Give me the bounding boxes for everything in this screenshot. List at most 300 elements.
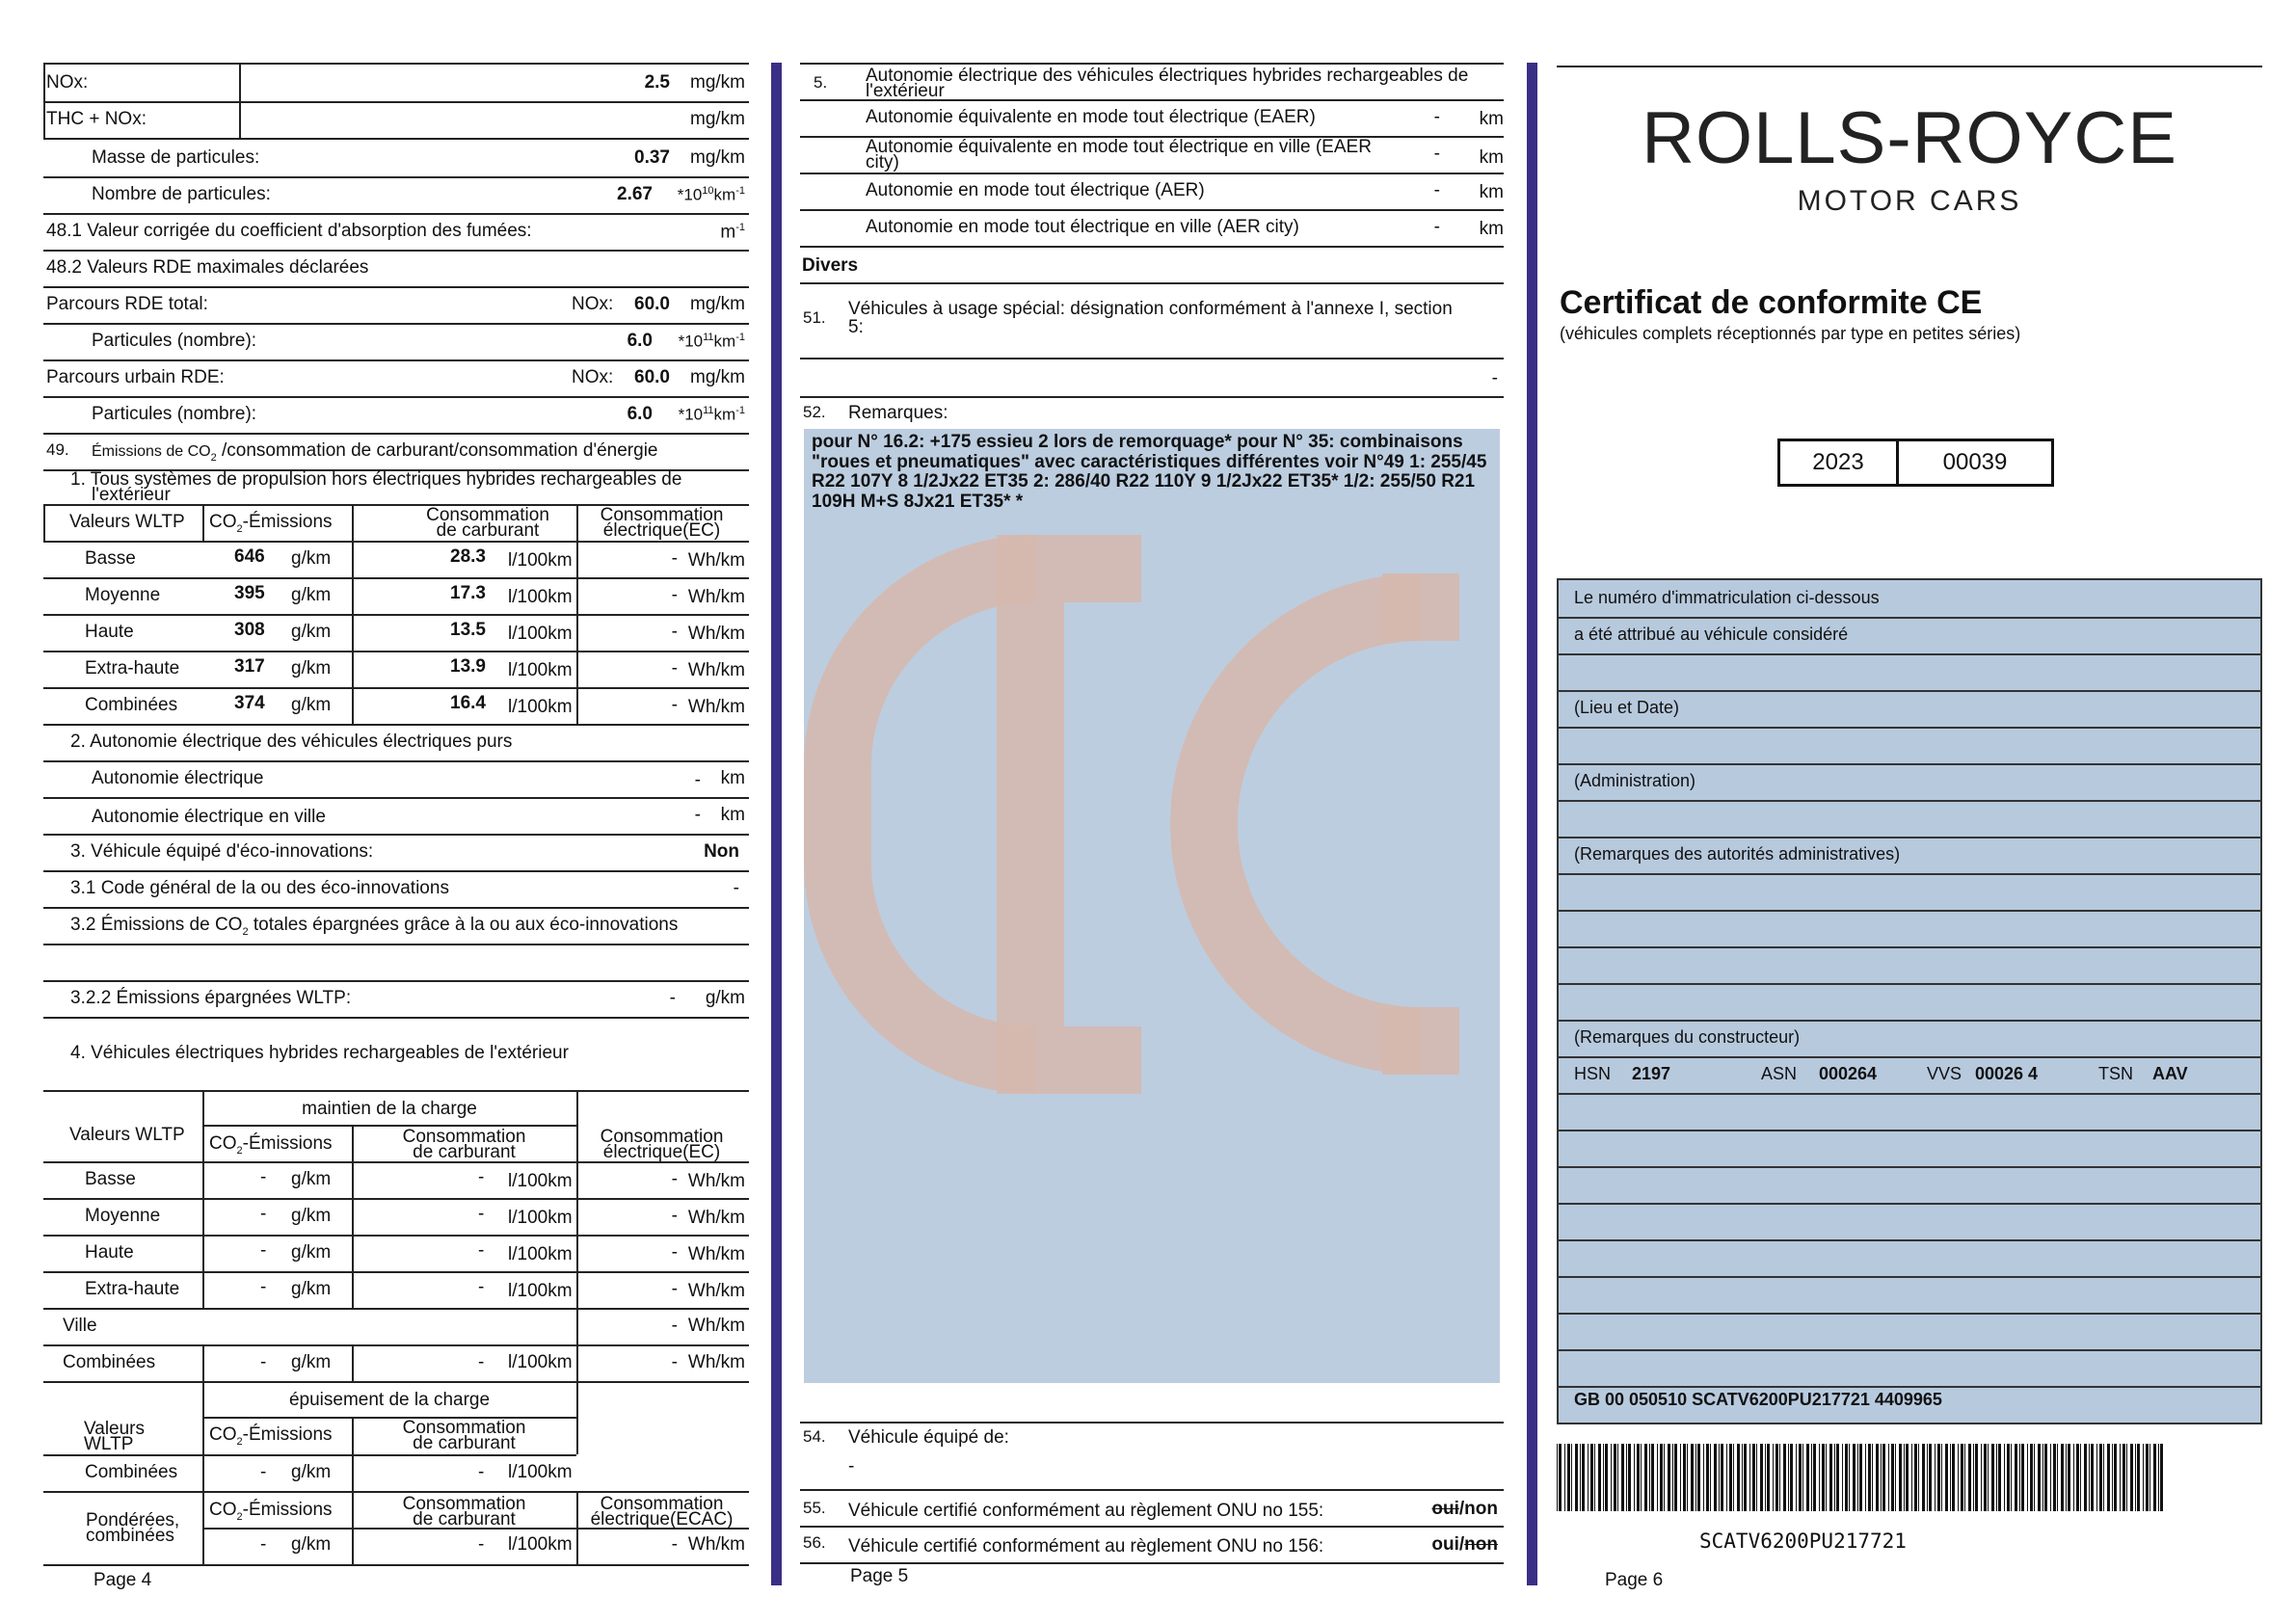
- row-co2-unit: g/km: [291, 1242, 332, 1263]
- nox-label: NOx:: [46, 72, 89, 93]
- barcode-bar: [1729, 1444, 1732, 1511]
- barcode-bar: [1859, 1444, 1862, 1511]
- wltp2-h-label: Valeurs WLTP: [69, 1125, 185, 1145]
- barcode-bar: [1952, 1444, 1955, 1511]
- motor-cars-logo: MOTOR CARS: [1797, 185, 2022, 217]
- barcode-bar: [1695, 1444, 1696, 1511]
- barcode-bar: [2015, 1444, 2017, 1511]
- row-co2: -: [260, 1167, 267, 1187]
- row-ec: -: [671, 1242, 678, 1263]
- divers-heading: Divers: [802, 255, 859, 276]
- s2b-label: Autonomie électrique en ville: [92, 807, 326, 827]
- row-co2-unit: g/km: [291, 622, 332, 642]
- wltp2-group: maintien de la charge: [302, 1099, 477, 1119]
- admin-l1: Le numéro d'immatriculation ci-dessous: [1574, 588, 1880, 607]
- s5-row: [800, 63, 1504, 101]
- admin-vvs-label: VVS: [1927, 1064, 1962, 1083]
- admin-line: [1559, 1130, 2260, 1131]
- barcode-bar: [1813, 1444, 1816, 1511]
- s3-2-label: 3.2 Émissions de $CO_2$ totales épargnées grâce à la ou aux éco-innovations: [70, 915, 679, 938]
- s55-label: Véhicule certifié conformément au règlement ONU no 155:: [848, 1501, 1324, 1521]
- barcode-bar: [1911, 1444, 1912, 1511]
- remarks-box: [804, 429, 1500, 1383]
- admin-box: [1557, 578, 2262, 1424]
- barcode-bar: [1984, 1444, 1987, 1511]
- cert-number-box: [1777, 439, 2054, 487]
- s3-2-2-unit: g/km: [705, 988, 745, 1008]
- s3-2-row: [43, 907, 749, 945]
- row-co2-unit: g/km: [291, 658, 332, 678]
- barcode-bar: [1796, 1444, 1797, 1511]
- barcode-bar: [1765, 1444, 1766, 1511]
- s3-2-2-row: [43, 980, 749, 1019]
- thc-nox-unit: mg/km: [690, 109, 745, 129]
- table-row: [43, 1161, 749, 1200]
- rde-total-nox-value: 60.0: [634, 294, 670, 314]
- s2a-label: Autonomie électrique: [92, 768, 264, 788]
- admin-gb: GB 00 050510 SCATV6200PU217721 4409965: [1574, 1390, 1942, 1409]
- nombre-value: 2.67: [617, 184, 653, 204]
- barcode-bar: [2061, 1444, 2064, 1511]
- row-label: Moyenne: [85, 1206, 161, 1226]
- row-ec-unit: Wh/km: [687, 697, 745, 717]
- admin-line: [1559, 1349, 2260, 1351]
- s3-1-row: [43, 870, 749, 909]
- barcode-bar: [1968, 1444, 1971, 1511]
- comb2-fuel: -: [478, 1352, 485, 1372]
- table-row: [43, 1235, 749, 1273]
- row-label: Basse: [85, 1169, 136, 1189]
- barcode-bar: [2066, 1444, 2067, 1511]
- s48-1-label: 48.1 Valeur corrigée du coefficient d'absorption des fumées:: [46, 221, 532, 241]
- rde-total-label: Parcours RDE total:: [46, 294, 208, 314]
- barcode-bar: [1664, 1444, 1665, 1511]
- rde-urban-part-unit: $*10^{11}km^{-1}$: [678, 405, 745, 424]
- epuis-h-label: Valeurs WLTP: [84, 1419, 146, 1455]
- s2a-row: [43, 760, 749, 799]
- page-6: [1557, 0, 2262, 1623]
- pond-label: Pondérées, combinées: [86, 1510, 180, 1547]
- page-4-footer: Page 4: [93, 1570, 152, 1590]
- comb2-co2: -: [260, 1352, 267, 1372]
- table-row: [43, 614, 749, 652]
- rde-urban-part-label: Particules (nombre):: [92, 404, 257, 424]
- rde-urban-unit: mg/km: [690, 367, 745, 387]
- s5-num: 5.: [814, 73, 828, 92]
- table-row: [43, 687, 749, 726]
- admin-line: [1559, 837, 2260, 838]
- s49-num: 49.: [46, 440, 69, 459]
- s52-num: 52.: [803, 403, 826, 421]
- row-co2: -: [260, 1204, 267, 1224]
- row-ec: -: [671, 695, 678, 715]
- table-divider: [43, 1090, 749, 1092]
- barcode-bar: [2044, 1444, 2047, 1511]
- row-fuel: 13.5: [450, 620, 486, 640]
- s2a-unit: km: [720, 768, 745, 788]
- s54-value: -: [848, 1456, 855, 1477]
- barcode-bar: [1605, 1444, 1608, 1511]
- aer-value: -: [1433, 180, 1440, 200]
- row-fuel: 16.4: [450, 693, 486, 713]
- table-divider: [202, 1491, 749, 1493]
- row-fuel: 17.3: [450, 583, 486, 603]
- row-ec: -: [671, 658, 678, 678]
- s51-label: Véhicules à usage spécial: désignation conformément à l'annexe I, section 5:: [848, 299, 1453, 337]
- row-fuel-unit: l/100km: [508, 697, 573, 717]
- eaer-city-value: -: [1433, 144, 1440, 164]
- row-fuel-unit: l/100km: [508, 550, 573, 571]
- comb2-row: [43, 1344, 749, 1383]
- barcode-bar: [1680, 1444, 1681, 1511]
- barcode-bar: [1790, 1444, 1793, 1511]
- barcode-bar: [1614, 1444, 1616, 1511]
- barcode-bar: [1922, 1444, 1925, 1511]
- comb2-ec-unit: Wh/km: [687, 1352, 745, 1372]
- s56-label: Véhicule certifié conformément au règlement ONU no 156:: [848, 1536, 1324, 1556]
- barcode-bar: [1872, 1444, 1873, 1511]
- barcode-bar: [1668, 1444, 1670, 1511]
- row-ec-unit: Wh/km: [687, 1208, 745, 1228]
- barcode-bar: [1660, 1444, 1663, 1511]
- barcode-bar: [1876, 1444, 1879, 1511]
- barcode-bar: [1961, 1444, 1963, 1511]
- masse-label: Masse de particules:: [92, 147, 260, 168]
- barcode-bar: [1603, 1444, 1604, 1511]
- nombre-label: Nombre de particules:: [92, 184, 271, 204]
- admin-tsn: AAV: [2152, 1064, 2188, 1083]
- pond-fuel-unit: l/100km: [508, 1534, 573, 1555]
- barcode-bar: [1617, 1444, 1618, 1511]
- barcode-bar: [1819, 1444, 1820, 1511]
- barcode-bar: [1571, 1444, 1572, 1511]
- barcode-bar: [2021, 1444, 2024, 1511]
- admin-tsn-label: TSN: [2098, 1064, 2133, 1083]
- barcode-bar: [2019, 1444, 2020, 1511]
- barcode-bar: [1891, 1444, 1894, 1511]
- barcode-bar: [2160, 1444, 2163, 1511]
- barcode-bar: [1598, 1444, 1601, 1511]
- barcode-bar: [2050, 1444, 2051, 1511]
- row-ec: -: [671, 548, 678, 569]
- row-label: Moyenne: [85, 585, 161, 605]
- row-fuel-unit: l/100km: [508, 660, 573, 680]
- rde-urban-nox-label: NOx:: [572, 367, 614, 387]
- admin-line: [1559, 873, 2260, 875]
- admin-l2: a été attribué au véhicule considéré: [1574, 625, 1849, 644]
- nox-unit: mg/km: [690, 72, 745, 93]
- barcode-bar: [2027, 1444, 2028, 1511]
- barcode-text: SCATV6200PU217721: [1699, 1530, 1907, 1553]
- barcode-bar: [1559, 1444, 1562, 1511]
- admin-line: [1559, 946, 2260, 948]
- barcode-bar: [1826, 1444, 1827, 1511]
- row-ec-unit: Wh/km: [687, 1281, 745, 1301]
- rde-urban-part-value: 6.0: [627, 404, 653, 424]
- barcode-bar: [1683, 1444, 1686, 1511]
- rde-total-part-label: Particules (nombre):: [92, 331, 257, 351]
- barcode-bar: [1799, 1444, 1802, 1511]
- pond-ec: -: [671, 1534, 678, 1555]
- row-ec: -: [671, 622, 678, 642]
- ec-watermark-e: [997, 535, 1141, 1094]
- s48-2-row: [43, 250, 749, 288]
- wltp1-h-fuel: Consommation de carburant: [426, 505, 549, 542]
- barcode-bar: [1779, 1444, 1780, 1511]
- page-divider: [1527, 63, 1537, 1585]
- cert-subtitle: (véhicules complets réceptionnés par type en petites séries): [1560, 324, 2021, 343]
- admin-vvs: 00026 4: [1975, 1064, 2039, 1083]
- row-label: Combinées: [85, 695, 178, 715]
- rde-total-nox-label: NOx:: [572, 294, 614, 314]
- barcode-bar: [1756, 1444, 1757, 1511]
- epuis-h-co2: $CO_2$-Émissions: [209, 1424, 333, 1448]
- s56-value: oui/non: [1431, 1534, 1498, 1555]
- row-label: Haute: [85, 1242, 134, 1263]
- wltp1-h-label: Valeurs WLTP: [69, 512, 185, 532]
- admin-lieu: (Lieu et Date): [1574, 698, 1680, 717]
- s3-label: 3. Véhicule équipé d'éco-innovations:: [70, 841, 374, 862]
- row-fuel: 28.3: [450, 546, 486, 567]
- barcode-bar: [2130, 1444, 2133, 1511]
- wltp2-h-fuel: Consommation de carburant: [402, 1127, 526, 1163]
- barcode-bar: [1802, 1444, 1803, 1511]
- barcode-bar: [2068, 1444, 2070, 1511]
- barcode-bar: [1958, 1444, 1959, 1511]
- barcode-bar: [2080, 1444, 2081, 1511]
- barcode-bar: [1991, 1444, 1994, 1511]
- s48-1-row: [43, 213, 749, 252]
- barcode-bar: [1845, 1444, 1848, 1511]
- remarks-text: pour N° 16.2: +175 essieu 2 lors de remorquage* pour N° 35: combinaisons "roues et pneumatiques" avec caractéristiques différentes voir N°49 1: 255/45 R22 107Y 8 1/2Jx22 ET35 2: 286/40 R22 110Y 9 1/2Jx22 ET35* 1/2: 255/50 R21 109H M+S 8Jx21 ET35* *: [812, 432, 1487, 512]
- rde-urban-row: [43, 359, 749, 398]
- table-divider: [202, 1454, 204, 1491]
- table-divider: [352, 504, 354, 724]
- barcode-bar: [1674, 1444, 1677, 1511]
- barcode-bar: [1811, 1444, 1812, 1511]
- barcode-bar: [1998, 1444, 2001, 1511]
- barcode-bar: [1981, 1444, 1982, 1511]
- rde-total-part-value: 6.0: [627, 331, 653, 351]
- table-divider: [43, 504, 45, 541]
- row-fuel-unit: l/100km: [508, 1281, 573, 1301]
- comb3-label: Combinées: [85, 1462, 178, 1482]
- eaer-label: Autonomie équivalente en mode tout électrique (EAER): [866, 107, 1316, 127]
- barcode-bar: [2103, 1444, 2104, 1511]
- table-row: [43, 541, 749, 579]
- table-divider: [800, 1562, 1504, 1564]
- barcode-bar: [1634, 1444, 1635, 1511]
- barcode-bar: [1737, 1444, 1740, 1511]
- barcode-bar: [1760, 1444, 1763, 1511]
- barcode-bar: [1783, 1444, 1786, 1511]
- barcode-bar: [2135, 1444, 2136, 1511]
- row-label: Extra-haute: [85, 658, 180, 678]
- s5-label: Autonomie électrique des véhicules électriques hybrides rechargeables de l'extérieur: [866, 66, 1469, 102]
- s49-1-label: 1. Tous systèmes de propulsion hors électriques hybrides rechargeables de l'extérieur: [70, 469, 682, 506]
- barcode-bar: [2042, 1444, 2043, 1511]
- s55-num: 55.: [803, 1499, 826, 1517]
- barcode-bar: [1628, 1444, 1631, 1511]
- barcode-bar: [1697, 1444, 1700, 1511]
- page-4: [43, 0, 749, 1623]
- table-divider: [352, 1454, 354, 1491]
- table-divider: [202, 1381, 204, 1454]
- row-ec-unit: Wh/km: [687, 624, 745, 644]
- barcode-bar: [1687, 1444, 1688, 1511]
- barcode-bar: [2153, 1444, 2156, 1511]
- barcode-bar: [1865, 1444, 1866, 1511]
- row-fuel: -: [478, 1240, 485, 1261]
- barcode-bar: [1703, 1444, 1704, 1511]
- barcode-bar: [1582, 1444, 1585, 1511]
- masse-row: [43, 140, 749, 178]
- barcode-bar: [1657, 1444, 1658, 1511]
- nombre-unit: $*10^{10}km^{-1}$: [677, 185, 745, 204]
- barcode-bar: [1881, 1444, 1882, 1511]
- table-divider: [202, 1344, 204, 1381]
- barcode-bar: [1882, 1444, 1885, 1511]
- row-co2: 308: [234, 620, 265, 640]
- barcode-bar: [1918, 1444, 1919, 1511]
- nombre-row: [43, 176, 749, 215]
- barcode-bar: [1914, 1444, 1917, 1511]
- rde-total-unit: mg/km: [690, 294, 745, 314]
- row-label: Extra-haute: [85, 1279, 180, 1299]
- admin-line: [1559, 617, 2260, 619]
- aer-city-unit: km: [1479, 219, 1504, 239]
- row-co2-unit: g/km: [291, 1169, 332, 1189]
- barcode-bar: [2084, 1444, 2087, 1511]
- table-divider: [43, 63, 45, 140]
- s2b-value: -: [694, 805, 701, 825]
- comb2-ec: -: [671, 1352, 678, 1372]
- pond-co2: -: [260, 1534, 267, 1555]
- wltp2-h-ec: Consommation électrique(EC): [600, 1127, 724, 1163]
- row-ec: -: [671, 585, 678, 605]
- admin-hsn-label: HSN: [1574, 1064, 1612, 1083]
- barcode-bar: [2120, 1444, 2121, 1511]
- barcode-bar: [2011, 1444, 2012, 1511]
- comb2-fuel-unit: l/100km: [508, 1352, 573, 1372]
- row-ec-unit: Wh/km: [687, 660, 745, 680]
- barcode-bar: [2073, 1444, 2074, 1511]
- row-ec-unit: Wh/km: [687, 587, 745, 607]
- table-divider: [352, 1125, 354, 1308]
- row-label: Basse: [85, 548, 136, 569]
- table-divider: [352, 1344, 354, 1381]
- barcode-bar: [2076, 1444, 2079, 1511]
- table-divider: [202, 1090, 204, 1161]
- row-co2-unit: g/km: [291, 585, 332, 605]
- table-divider: [202, 1161, 204, 1308]
- s52-label: Remarques:: [848, 403, 948, 423]
- barcode-bar: [1641, 1444, 1642, 1511]
- rde-total-row: [43, 286, 749, 325]
- admin-line: [1559, 1020, 2260, 1022]
- barcode-bar: [2099, 1444, 2102, 1511]
- pond-h-co2: $CO_2$-Émissions: [209, 1500, 333, 1523]
- barcode-bar: [1899, 1444, 1902, 1511]
- aer-city-row: [800, 209, 1504, 248]
- admin-hsn: 2197: [1632, 1064, 1671, 1083]
- barcode-bar: [1651, 1444, 1654, 1511]
- table-divider: [576, 1090, 578, 1381]
- aer-label: Autonomie en mode tout électrique (AER): [866, 180, 1205, 200]
- barcode-bar: [1941, 1444, 1942, 1511]
- divers-row: [800, 246, 1504, 284]
- wltp1-h-ec: Consommation électrique(EC): [600, 505, 724, 542]
- epuis-h-fuel: Consommation de carburant: [402, 1418, 526, 1454]
- row-co2-unit: g/km: [291, 548, 332, 569]
- barcode-bar: [1588, 1444, 1589, 1511]
- pond-fuel: -: [478, 1534, 485, 1555]
- barcode-bar: [1767, 1444, 1770, 1511]
- wltp1-header: [43, 504, 749, 543]
- barcode-bar: [2089, 1444, 2090, 1511]
- barcode-bar: [1649, 1444, 1650, 1511]
- barcode-bar: [1988, 1444, 1989, 1511]
- barcode-bar: [2158, 1444, 2159, 1511]
- table-row: [43, 1198, 749, 1237]
- s2b-unit: km: [720, 805, 745, 825]
- barcode-bar: [1822, 1444, 1825, 1511]
- eaer-unit: km: [1479, 109, 1504, 129]
- s3-1-label: 3.1 Code général de la ou des éco-innovations: [70, 878, 449, 898]
- wltp2-h-co2: $CO_2$-Émissions: [209, 1133, 333, 1157]
- cert-number: 00039: [1942, 449, 2008, 475]
- barcode-bar: [1904, 1444, 1905, 1511]
- barcode-bar: [1868, 1444, 1871, 1511]
- comb3-fuel: -: [478, 1462, 485, 1482]
- table-divider: [43, 1564, 749, 1566]
- rde-urban-label: Parcours urbain RDE:: [46, 367, 225, 387]
- barcode-bar: [1567, 1444, 1570, 1511]
- admin-line: [1559, 1093, 2260, 1095]
- page-5: [800, 0, 1504, 1623]
- thc-nox-label: THC + NOx:: [46, 109, 147, 129]
- row-ec: -: [671, 1279, 678, 1299]
- admin-line: [1559, 1386, 2260, 1388]
- ec-watermark-c-arm: [1382, 573, 1459, 1075]
- rde-total-part-row: [43, 323, 749, 361]
- masse-value: 0.37: [634, 147, 670, 168]
- barcode-bar: [2034, 1444, 2035, 1511]
- barcode-bar: [1637, 1444, 1640, 1511]
- barcode-bar: [1594, 1444, 1595, 1511]
- admin-line: [1559, 800, 2260, 802]
- barcode-bar: [2007, 1444, 2010, 1511]
- barcode-bar: [1706, 1444, 1709, 1511]
- rde-total-part-unit: $*10^{11}km^{-1}$: [678, 332, 745, 351]
- barcode-bar: [2091, 1444, 2094, 1511]
- barcode-bar: [1937, 1444, 1940, 1511]
- barcode-bar: [1672, 1444, 1673, 1511]
- barcode-bar: [1621, 1444, 1624, 1511]
- admin-line: [1559, 1166, 2260, 1168]
- ville-label: Ville: [63, 1316, 97, 1336]
- barcode-bar: [1644, 1444, 1647, 1511]
- aer-unit: km: [1479, 182, 1504, 202]
- barcode-bar: [1945, 1444, 1948, 1511]
- s54-num: 54.: [803, 1427, 826, 1446]
- ville-ec-unit: Wh/km: [687, 1316, 745, 1336]
- rde-urban-nox-value: 60.0: [634, 367, 670, 387]
- s3-2-2-label: 3.2.2 Émissions épargnées WLTP:: [70, 988, 352, 1008]
- admin-line: [1559, 910, 2260, 912]
- barcode-bar: [1973, 1444, 1974, 1511]
- barcode-bar: [1836, 1444, 1839, 1511]
